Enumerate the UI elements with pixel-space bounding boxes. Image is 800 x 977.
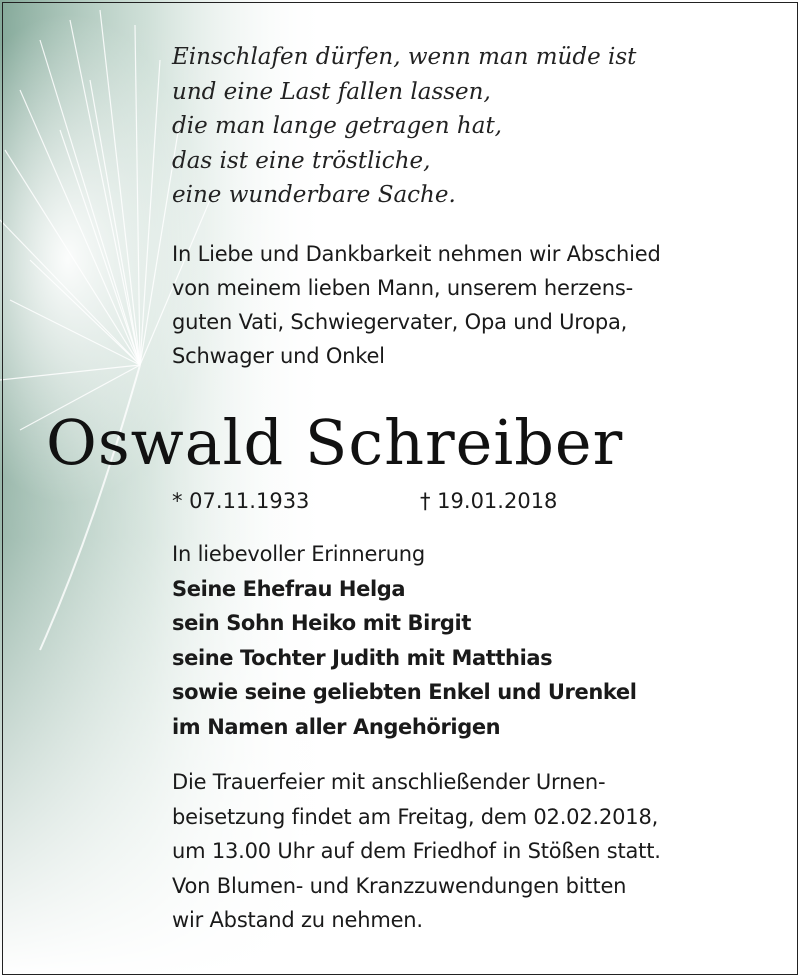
service-line: wir Abstand zu nehmen. [172,908,423,932]
mourner-line: seine Tochter Judith mit Matthias [172,645,553,670]
service-line: Die Trauerfeier mit anschließender Urnen- [172,770,606,794]
mourner-line: im Namen aller Angehörigen [172,714,501,739]
poem-line: Einschlafen dürfen, wenn man müde ist [172,44,637,70]
funeral-service-info [172,765,661,938]
service-line: beisetzung findet am Freitag, dem 02.02.2018, [172,804,659,829]
farewell-intro [172,237,661,373]
mourners-list [172,537,637,744]
service-line: Von Blumen- und Kranzzuwendungen bitten [172,873,627,898]
poem-line: die man lange getragen hat, [172,113,502,139]
poem [172,40,636,213]
intro-line: von meinem lieben Mann, unserem herzens- [172,276,633,300]
service-line: um 13.00 Uhr auf dem Friedhof in Stößen statt. [172,839,661,863]
mourner-line: sowie seine geliebten Enkel und Urenkel [172,680,637,704]
intro-line: In Liebe und Dankbarkeit nehmen wir Abschied [172,242,661,266]
poem-line: und eine Last fallen lassen, [172,78,491,105]
intro-line: guten Vati, Schwiegervater, Opa und Uropa, [172,310,628,334]
death-date: † 19.01.2018 [420,489,558,513]
intro-line: Schwager und Onkel [172,344,385,368]
deceased-name: Oswald Schreiber [46,406,624,479]
poem-line: das ist eine tröstliche, [172,147,431,174]
mourner-line: Seine Ehefrau Helga [172,576,406,601]
birth-date: * 07.11.1933 [172,489,310,513]
remembrance-line: In liebevoller Erinnerung [172,542,426,566]
poem-line: eine wunderbare Sache. [172,182,456,208]
mourner-line: sein Sohn Heiko mit Birgit [172,611,471,635]
